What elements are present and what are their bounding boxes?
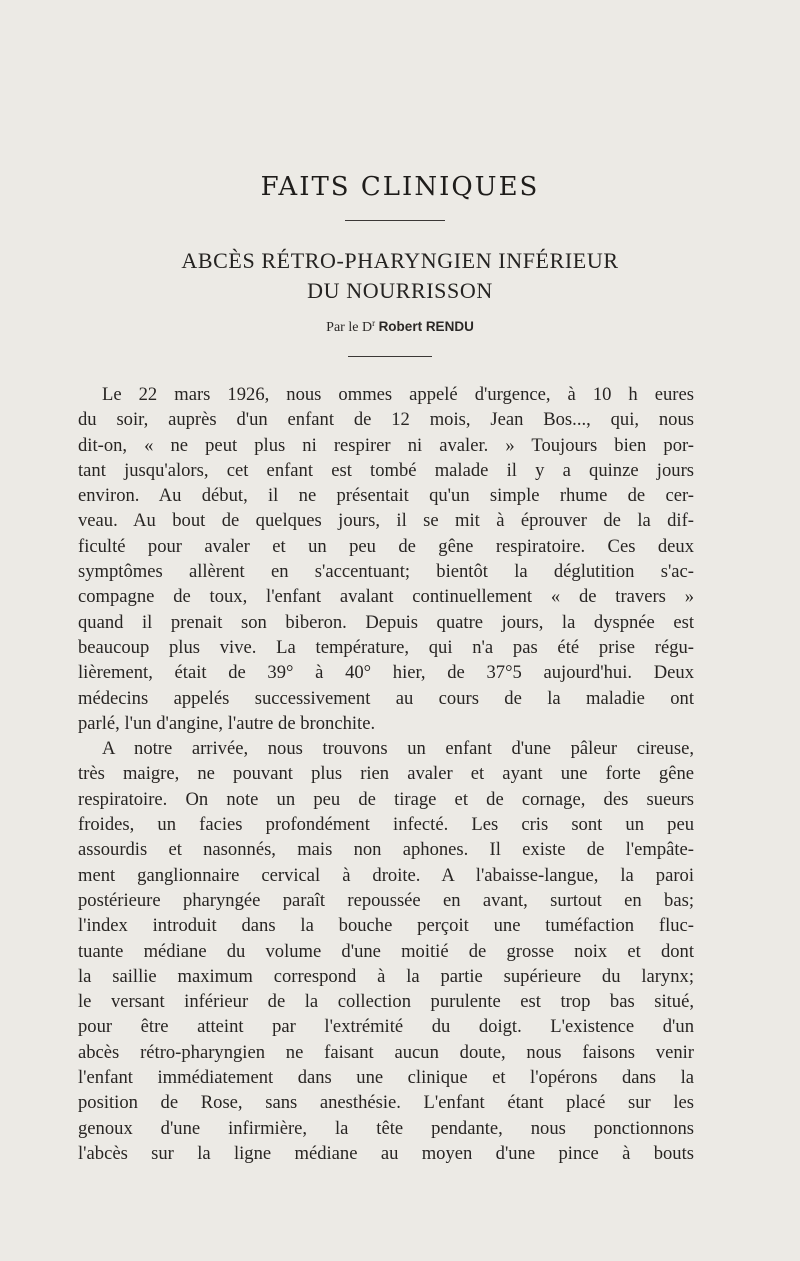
text-line: A notre arrivée, nous trouvons un enfant d'une pâleur cireuse, xyxy=(102,738,694,760)
text-line: position de Rose, sans anesthésie. L'enfant étant placé sur les xyxy=(78,1092,694,1114)
text-line: postérieure pharyngée paraît repoussée en avant, surtout en bas; xyxy=(78,889,694,911)
text-line: environ. Au début, il ne présentait qu'un simple rhume de cer- xyxy=(78,485,694,507)
text-line: compagne de toux, l'enfant avalant continuellement « de travers » xyxy=(78,586,694,608)
byline-divider xyxy=(348,356,432,357)
section-title: FAITS CLINIQUES xyxy=(260,172,540,202)
title-divider xyxy=(345,220,445,221)
text-line: lièrement, était de 39° à 40° hier, de 37°5 aujourd'hui. Deux xyxy=(78,662,694,684)
text-line: pour être atteint par l'extrémité du doigt. L'existence d'un xyxy=(78,1016,694,1038)
text-line: tuante médiane du volume d'une moitié de grosse noix et dont xyxy=(78,940,694,962)
text-line: genoux d'une infirmière, la tête pendante, nous ponctionnons xyxy=(78,1117,694,1139)
text-line: abcès rétro-pharyngien ne faisant aucun doute, nous faisons venir xyxy=(78,1041,694,1063)
text-line: Le 22 mars 1926, nous ommes appelé d'urgence, à 10 h eures xyxy=(102,384,694,405)
text-line: assourdis et nasonnés, mais non aphones. Il existe de l'empâte- xyxy=(78,839,694,861)
text-line: veau. Au bout de quelques jours, il se mit à éprouver de la dif- xyxy=(78,510,694,532)
text-line: quand il prenait son biberon. Depuis quatre jours, la dyspnée est xyxy=(78,611,694,633)
text-line: très maigre, ne pouvant plus rien avaler et ayant une forte gêne xyxy=(78,763,694,785)
author-name: Robert RENDU xyxy=(378,319,474,334)
byline-prefix-sup: r xyxy=(372,318,376,328)
article-title-line-1: ABCÈS RÉTRO-PHARYNGIEN INFÉRIEUR xyxy=(181,248,619,273)
text-line: la saillie maximum correspond à la partie supérieure du larynx; xyxy=(78,965,694,987)
text-line: dit-on, « ne peut plus ni respirer ni avaler. » Toujours bien por- xyxy=(78,434,694,456)
text-line: ment ganglionnaire cervical à droite. A l'abaisse-langue, la paroi xyxy=(78,864,694,886)
text-line: du soir, auprès d'un enfant de 12 mois, Jean Bos..., qui, nous xyxy=(78,409,694,431)
text-line: froides, un facies profondément infecté. Les cris sont un peu xyxy=(78,814,694,836)
text-line: l'index introduit dans la bouche perçoit une tuméfaction fluc- xyxy=(78,915,694,937)
text-line: l'enfant immédiatement dans une clinique et l'opérons dans la xyxy=(78,1067,694,1089)
text-line: tant jusqu'alors, cet enfant est tombé malade il y a quinze jours xyxy=(78,459,694,481)
byline xyxy=(0,318,800,336)
text-line: parlé, l'un d'angine, l'autre de bronchite. xyxy=(78,712,376,734)
article-body xyxy=(78,382,694,1166)
article-title-line-2: DU NOURRISSON xyxy=(307,278,493,303)
text-line: beaucoup plus vive. La température, qui n'a pas été prise régu- xyxy=(78,636,694,658)
text-line: ficulté pour avaler et un peu de gêne respiratoire. Ces deux xyxy=(78,535,694,557)
article-title xyxy=(0,246,800,306)
text-line: respiratoire. On note un peu de tirage et de cornage, des sueurs xyxy=(78,788,694,810)
text-line: le versant inférieur de la collection purulente est trop bas situé, xyxy=(78,991,694,1013)
text-line: médecins appelés successivement au cours de la maladie ont xyxy=(78,687,694,709)
text-line: symptômes allèrent en s'accentuant; bientôt la déglutition s'ac- xyxy=(78,561,694,583)
text-line: l'abcès sur la ligne médiane au moyen d'une pince à bouts xyxy=(78,1142,694,1164)
byline-prefix: Par le D xyxy=(326,320,373,335)
